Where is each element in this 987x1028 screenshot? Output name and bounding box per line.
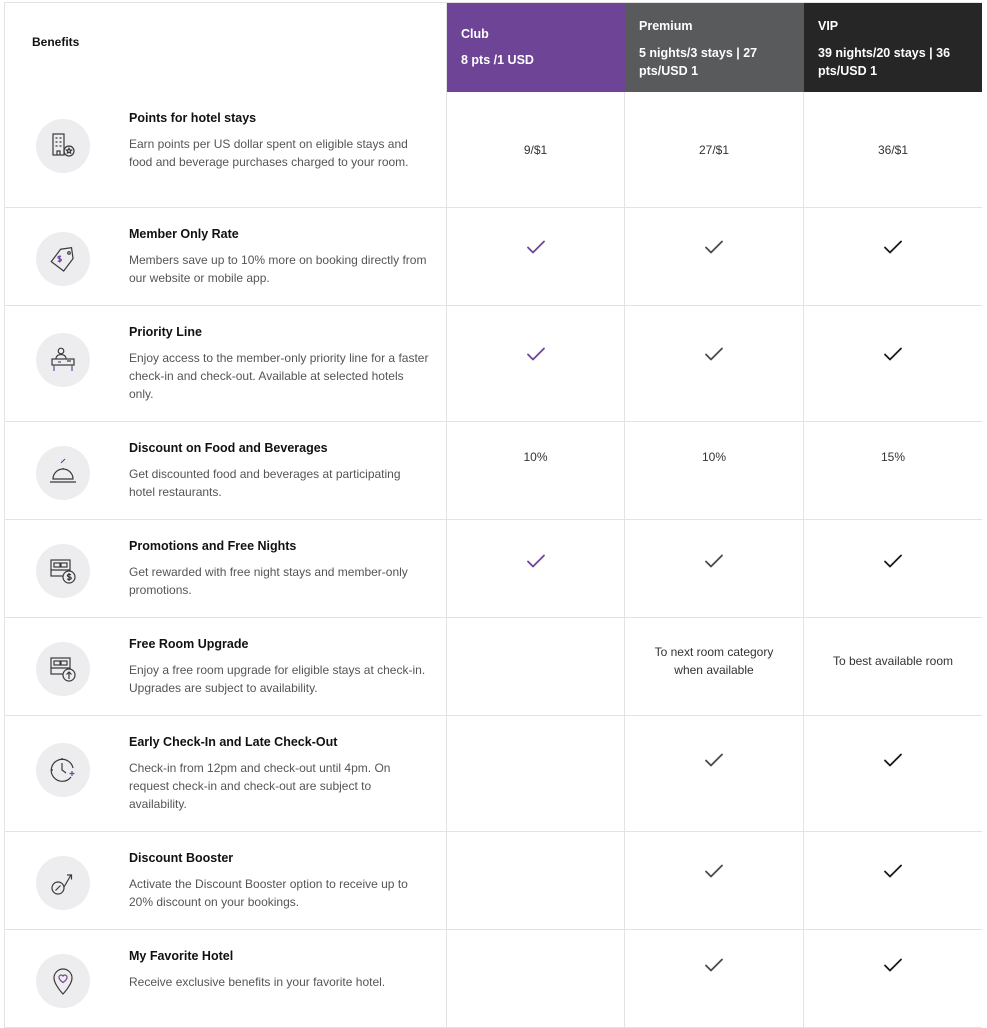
- tier-value-text: To best available room: [832, 653, 954, 668]
- tier-club-value: [447, 716, 625, 831]
- benefit-title: Free Room Upgrade: [129, 637, 249, 651]
- tier-vip-value: [804, 832, 982, 929]
- benefit-description: Get discounted food and beverages at participating hotel restaurants.: [129, 467, 401, 499]
- tier-value-text: 10%: [701, 449, 727, 464]
- checkmark-icon: [525, 346, 547, 362]
- tier-premium-value: [625, 208, 804, 305]
- benefit-description: Get rewarded with free night stays and member-only promotions.: [129, 565, 408, 597]
- benefits-comparison-table: [4, 2, 982, 1028]
- tier-requirement: 8 pts /1 USD: [461, 53, 534, 67]
- cloche-icon: [36, 446, 90, 500]
- benefit-title: Priority Line: [129, 325, 202, 339]
- tier-value-text: 36/$1: [877, 142, 909, 157]
- tier-vip-header: [804, 3, 982, 92]
- booster-arrow-icon: [36, 856, 90, 910]
- tier-club-value: [447, 930, 625, 1027]
- tier-premium-value: [625, 422, 804, 519]
- tier-club-value: [447, 306, 625, 421]
- price-tag-icon: [36, 232, 90, 286]
- checkmark-icon: [703, 752, 725, 768]
- checkmark-icon: [882, 957, 904, 973]
- tier-premium-value: [625, 520, 804, 617]
- benefit-cell: [4, 618, 447, 715]
- tier-premium-value: [625, 930, 804, 1027]
- table-row: [4, 306, 982, 422]
- hotel-star-icon: [36, 119, 90, 173]
- tier-vip-value: [804, 208, 982, 305]
- tier-club-value: [447, 832, 625, 929]
- benefit-cell: [4, 306, 447, 421]
- tier-vip-value: [804, 930, 982, 1027]
- benefit-title: My Favorite Hotel: [129, 949, 234, 963]
- table-row: [4, 520, 982, 618]
- tier-premium-value: [625, 832, 804, 929]
- tier-value-text: 27/$1: [698, 142, 730, 157]
- checkmark-icon: [882, 239, 904, 255]
- benefit-title: Promotions and Free Nights: [129, 539, 297, 553]
- benefit-title: Member Only Rate: [129, 227, 239, 241]
- tier-value-text: 9/$1: [523, 142, 548, 157]
- reception-desk-icon: [36, 333, 90, 387]
- tier-requirement: 5 nights/3 stays | 27 pts/USD 1: [639, 46, 758, 78]
- tier-vip-value: [804, 716, 982, 831]
- tier-club-header: [447, 3, 625, 92]
- benefit-description: Activate the Discount Booster option to receive up to 20% discount on your bookings.: [129, 877, 408, 909]
- benefit-title: Points for hotel stays: [129, 111, 257, 125]
- checkmark-icon: [882, 752, 904, 768]
- benefit-description: Enjoy access to the member-only priority line for a faster check-in and check-out. Available at selected hotels only.: [129, 351, 429, 401]
- table-header-row: [4, 3, 982, 92]
- tier-premium-value: [625, 92, 804, 207]
- tier-vip-value: [804, 92, 982, 207]
- table-row: [4, 208, 982, 306]
- checkmark-icon: [703, 553, 725, 569]
- table-row: [4, 422, 982, 520]
- tier-value-text: To next room category when available: [654, 644, 774, 677]
- benefit-cell: [4, 422, 447, 519]
- benefits-heading: Benefits: [32, 34, 80, 49]
- tier-premium-value: [625, 306, 804, 421]
- tier-club-value: [447, 422, 625, 519]
- checkmark-icon: [703, 863, 725, 879]
- table-row: [4, 832, 982, 930]
- tier-premium-value: [625, 618, 804, 715]
- benefit-description: Enjoy a free room upgrade for eligible stays at check-in. Upgrades are subject to availability.: [129, 663, 426, 695]
- tier-name: Club: [461, 27, 489, 41]
- benefit-cell: [4, 208, 447, 305]
- tier-value-text: 10%: [523, 449, 548, 464]
- table-row: [4, 930, 982, 1028]
- tier-vip-value: [804, 306, 982, 421]
- checkmark-icon: [525, 553, 547, 569]
- tier-club-value: [447, 92, 625, 207]
- benefit-cell: [4, 92, 447, 207]
- checkmark-icon: [525, 239, 547, 255]
- benefit-description: Members save up to 10% more on booking directly from our website or mobile app.: [129, 253, 427, 285]
- benefit-title: Discount Booster: [129, 851, 234, 865]
- bed-upgrade-icon: [36, 642, 90, 696]
- benefit-cell: [4, 520, 447, 617]
- tier-value-text: 15%: [880, 449, 906, 464]
- checkmark-icon: [703, 346, 725, 362]
- benefit-title: Early Check-In and Late Check-Out: [129, 735, 338, 749]
- tier-club-value: [447, 618, 625, 715]
- tier-name: Premium: [639, 19, 693, 33]
- tier-premium-value: [625, 716, 804, 831]
- heart-pin-icon: [36, 954, 90, 1008]
- tier-requirement: 39 nights/20 stays | 36 pts/USD 1: [818, 46, 951, 78]
- tier-club-value: [447, 520, 625, 617]
- benefit-title: Discount on Food and Beverages: [129, 441, 328, 455]
- benefits-header-cell: [4, 3, 447, 92]
- checkmark-icon: [882, 346, 904, 362]
- table-row: [4, 92, 982, 208]
- tier-name: VIP: [818, 19, 839, 33]
- table-row: [4, 618, 982, 716]
- tier-vip-value: [804, 618, 982, 715]
- benefit-cell: [4, 930, 447, 1027]
- clock-plus-icon: [36, 743, 90, 797]
- bed-dollar-icon: [36, 544, 90, 598]
- tier-vip-value: [804, 520, 982, 617]
- tier-vip-value: [804, 422, 982, 519]
- benefit-cell: [4, 716, 447, 831]
- tier-club-value: [447, 208, 625, 305]
- tier-premium-header: [625, 3, 804, 92]
- table-row: [4, 716, 982, 832]
- checkmark-icon: [882, 553, 904, 569]
- benefit-cell: [4, 832, 447, 929]
- checkmark-icon: [703, 239, 725, 255]
- benefit-description: Earn points per US dollar spent on eligible stays and food and beverage purchases charged to your room.: [129, 137, 409, 169]
- benefit-description: Check-in from 12pm and check-out until 4pm. On request check-in and check-out are subject to availability.: [129, 761, 391, 811]
- benefit-description: Receive exclusive benefits in your favorite hotel.: [129, 975, 386, 989]
- checkmark-icon: [703, 957, 725, 973]
- checkmark-icon: [882, 863, 904, 879]
